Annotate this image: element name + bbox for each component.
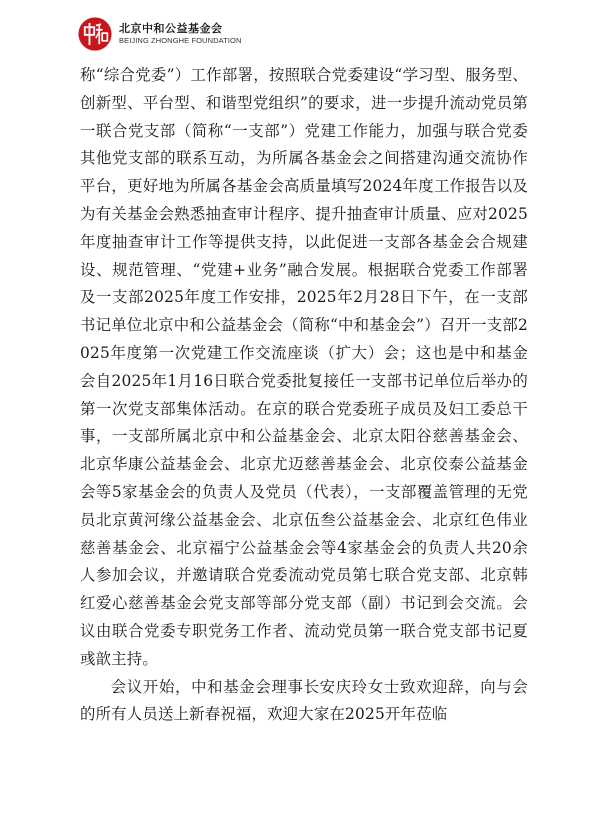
org-name-english: BEIJING ZHONGHE FOUNDATION <box>119 36 242 45</box>
zhonghe-seal-logo-icon <box>78 17 112 51</box>
org-name-chinese: 北京中和公益基金会 <box>119 22 223 35</box>
body-paragraph-2: 会议开始，中和基金会理事长安庆玲女士致欢迎辞，向与会的所有人员送上新春祝福，欢迎大家在2025开年莅临 <box>80 677 528 724</box>
org-name-block <box>119 22 241 46</box>
document-body <box>80 62 528 729</box>
page-header <box>78 12 241 56</box>
body-paragraph-1: 称“综合党委”）工作部署，按照联合党委建设“学习型、服务型、创新型、平台型、和谐型党组织”的要求，进一步提升流动党员第一联合党支部（简称“一支部”）党建工作能力，加强与联合党委其他党支部的联系互动，为所属各基金会之间搭建沟通交流协作平台，更好地为所属各基金会高质量填写2024年度工作报告以及为有关基金会熟悉抽查审计程序、提升抽查审计质量、应对2025年度抽查审计工作等提供支持，以此促进一支部各基金会合规建设、规范管理、“党建+业务”融合发展。根据联合党委工作部署及一支部2025年度工作安排，2025年2月28日下午，在一支部书记单位北京中和公益基金会（简称“中和基金会”）召开一支部2025年度第一次党建工作交流座谈（扩大）会；这也是中和基金会自2025年1月16日联合党委批复接任一支部书记单位后举办的第一次党支部集体活动。在京的联合党委班子成员及妇工委总干事，一支部所属北京中和公益基金会、北京太阳谷慈善基金会、北京华康公益基金会、北京尤迈慈善基金会、北京佼泰公益基金会等5家基金会的负责人及党员（代表），一支部覆盖管理的无党员北京黄河缘公益基金会、北京伍叁公益基金会、北京红色伟业慈善基金会、北京福宁公益基金会等4家基金会的负责人共20余人参加会议，并邀请联合党委流动党员第七联合党支部、北京韩红爱心慈善基金会党支部等部分党支部（副）书记到会交流。会议由联合党委专职党务工作者、流动党员第一联合党支部书记夏彧歆主持。 <box>80 66 528 668</box>
